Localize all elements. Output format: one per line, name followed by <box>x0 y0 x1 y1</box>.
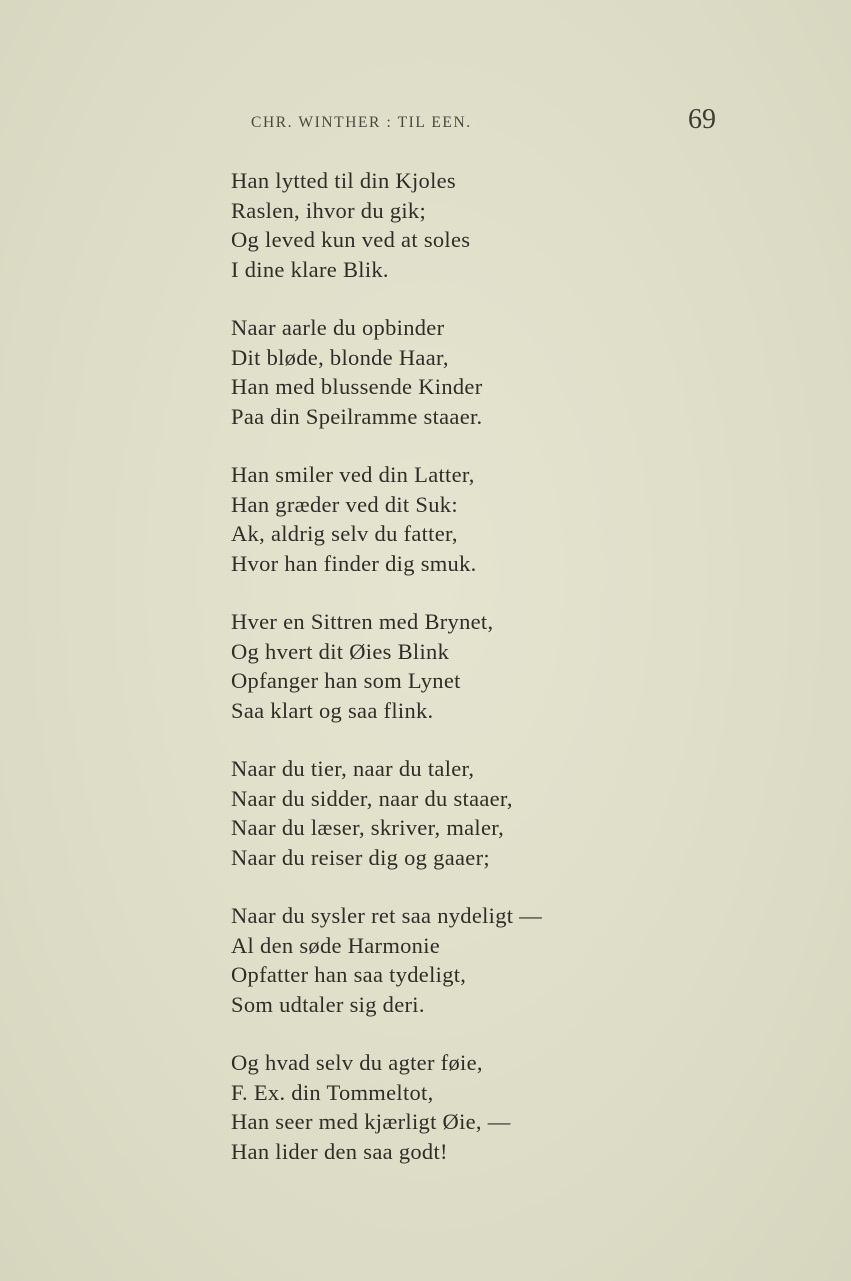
poem-line: Han med blussende Kinder <box>231 374 483 399</box>
stanza-6 <box>231 901 791 1019</box>
poem-line: Han græder ved dit Suk: <box>231 491 458 517</box>
stanza-5 <box>231 754 791 872</box>
poem-line: Al den søde Harmonie <box>231 932 441 958</box>
poem <box>231 166 791 1195</box>
poem-line: Ak, aldrig selv du fatter, <box>231 521 458 546</box>
poem-line: Han smiler ved din Latter, <box>231 462 475 487</box>
poem-line: Naar du reiser dig og gaaer; <box>231 844 490 870</box>
poem-line: Dit bløde, blonde Haar, <box>231 344 449 370</box>
poem-line: Paa din Speilramme staaer. <box>231 403 483 429</box>
stanza-4 <box>231 607 791 725</box>
stanza-3 <box>231 460 791 578</box>
poem-line: Naar du sidder, naar du staaer, <box>231 785 513 811</box>
poem-line: Saa klart og saa flink. <box>231 697 434 723</box>
poem-line: F. Ex. din Tommeltot, <box>231 1079 434 1105</box>
poem-line: Hver en Sittren med Brynet, <box>231 609 494 634</box>
running-head: CHR. WINTHER : TIL EEN. <box>251 114 472 131</box>
poem-line: I dine klare Blik. <box>231 256 389 282</box>
poem-line: Og hvad selv du agter føie, <box>231 1050 483 1075</box>
poem-line: Og hvert dit Øies Blink <box>231 638 450 664</box>
poem-line: Som udtaler sig deri. <box>231 991 425 1017</box>
stanza-7 <box>231 1048 791 1166</box>
poem-line: Naar du læser, skriver, maler, <box>231 815 505 840</box>
stanza-2 <box>231 313 791 431</box>
poem-line: Naar du sysler ret saa nydeligt — <box>231 903 543 928</box>
stanza-1 <box>231 166 791 284</box>
poem-line: Hvor han finder dig smuk. <box>231 550 477 576</box>
poem-line: Raslen, ihvor du gik; <box>231 197 427 223</box>
poem-line: Han lytted til din Kjoles <box>231 168 456 193</box>
poem-line: Naar du tier, naar du taler, <box>231 756 475 781</box>
page-number: 69 <box>688 104 716 135</box>
poem-line: Opfatter han saa tydeligt, <box>231 962 467 987</box>
poem-line: Naar aarle du opbinder <box>231 315 445 340</box>
poem-line: Og leved kun ved at soles <box>231 227 471 252</box>
poem-line: Han seer med kjærligt Øie, — <box>231 1109 511 1134</box>
poem-line: Opfanger han som Lynet <box>231 668 461 693</box>
poem-line: Han lider den saa godt! <box>231 1138 448 1164</box>
